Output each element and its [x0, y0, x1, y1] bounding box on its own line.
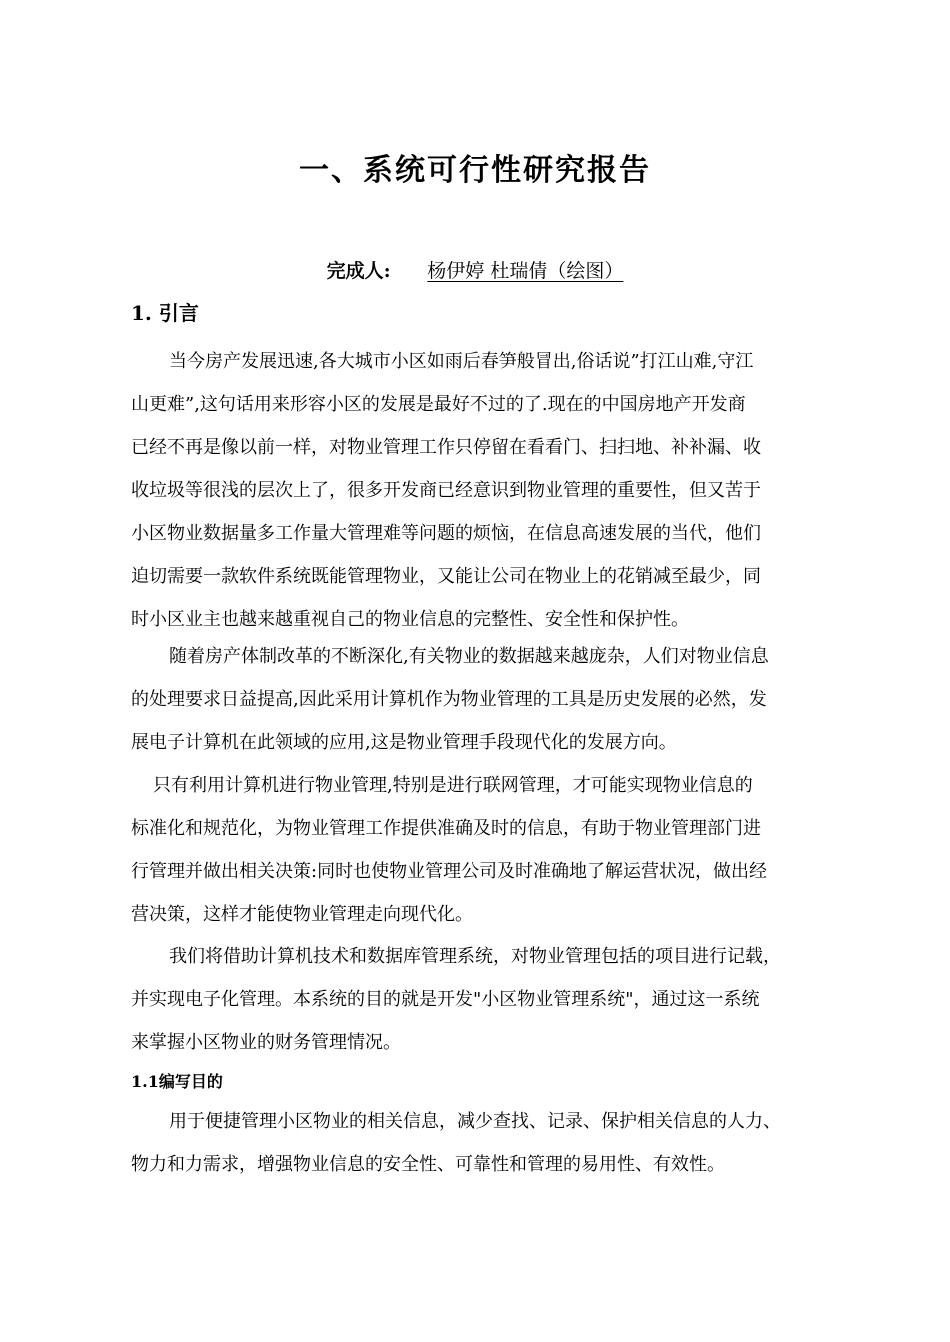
author-line — [0, 258, 950, 284]
paragraph-line: 小区物业数据量多工作量大管理难等问题的烦恼，在信息高速发展的当代，他们 — [131, 523, 761, 544]
paragraph-line: 山更难”,这句话用来形容小区的发展是最好不过的了.现在的中国房地产开发商 — [131, 394, 746, 415]
document-title: 一、系统可行性研究报告 — [299, 153, 651, 188]
paragraph-3 — [131, 764, 821, 936]
paragraph-line: 的处理要求日益提高,因此采用计算机作为物业管理的工具是历史发展的必然，发 — [131, 689, 767, 710]
paragraph-line: 用于便捷管理小区物业的相关信息，减少查找、记录、保护相关信息的人力、 — [169, 1111, 781, 1132]
paragraph-line: 我们将借助计算机技术和数据库管理系统，对物业管理包括的项目进行记载， — [169, 946, 781, 967]
paragraph-line: 来掌握小区物业的财务管理情况。 — [131, 1032, 401, 1053]
paragraph-line: 迫切需要一款软件系统既能管理物业，又能让公司在物业上的花销减至最少，同 — [131, 566, 761, 587]
author-label: 完成人: — [326, 260, 391, 282]
paragraph-line: 标准化和规范化，为物业管理工作提供准确及时的信息，有助于物业管理部门进 — [131, 818, 761, 839]
paragraph-line: 并实现电子化管理。本系统的目的就是开发"小区物业管理系统"，通过这一系统 — [131, 989, 760, 1010]
paragraph-5 — [131, 1100, 821, 1186]
section-heading-purpose: 1.1编写目的 — [131, 1072, 223, 1091]
paragraph-line: 已经不再是像以前一样，对物业管理工作只停留在看看门、扫扫地、补补漏、收 — [131, 437, 761, 458]
paragraph-line: 只有利用计算机进行物业管理,特别是进行联网管理，才可能实现物业信息的 — [153, 775, 753, 796]
paragraph-line: 当今房产发展迅速,各大城市小区如雨后春笋般冒出,俗话说”打江山难,守江 — [169, 351, 754, 372]
author-names: 杨伊婷 杜瑞倩（绘图） — [427, 260, 624, 282]
paragraph-1 — [131, 340, 821, 641]
paragraph-line: 收垃圾等很浅的层次上了，很多开发商已经意识到物业管理的重要性，但又苦于 — [131, 480, 761, 501]
paragraph-4 — [131, 935, 821, 1064]
section-heading-introduction: 1. 引言 — [131, 301, 199, 325]
paragraph-line: 营决策，这样才能使物业管理走向现代化。 — [131, 904, 473, 925]
paragraph-2 — [131, 635, 821, 764]
paragraph-line: 时小区业主也越来越重视自己的物业信息的完整性、安全性和保护性。 — [131, 609, 689, 630]
paragraph-line: 随着房产体制改革的不断深化,有关物业的数据越来越庞杂，人们对物业信息 — [169, 646, 769, 667]
paragraph-line: 物力和力需求，增强物业信息的安全性、可靠性和管理的易用性、有效性。 — [131, 1154, 725, 1175]
paragraph-line: 展电子计算机在此领域的应用,这是物业管理手段现代化的发展方向。 — [131, 732, 677, 753]
paragraph-line: 行管理并做出相关决策:同时也使物业管理公司及时准确地了解运营状况，做出经 — [131, 861, 768, 882]
